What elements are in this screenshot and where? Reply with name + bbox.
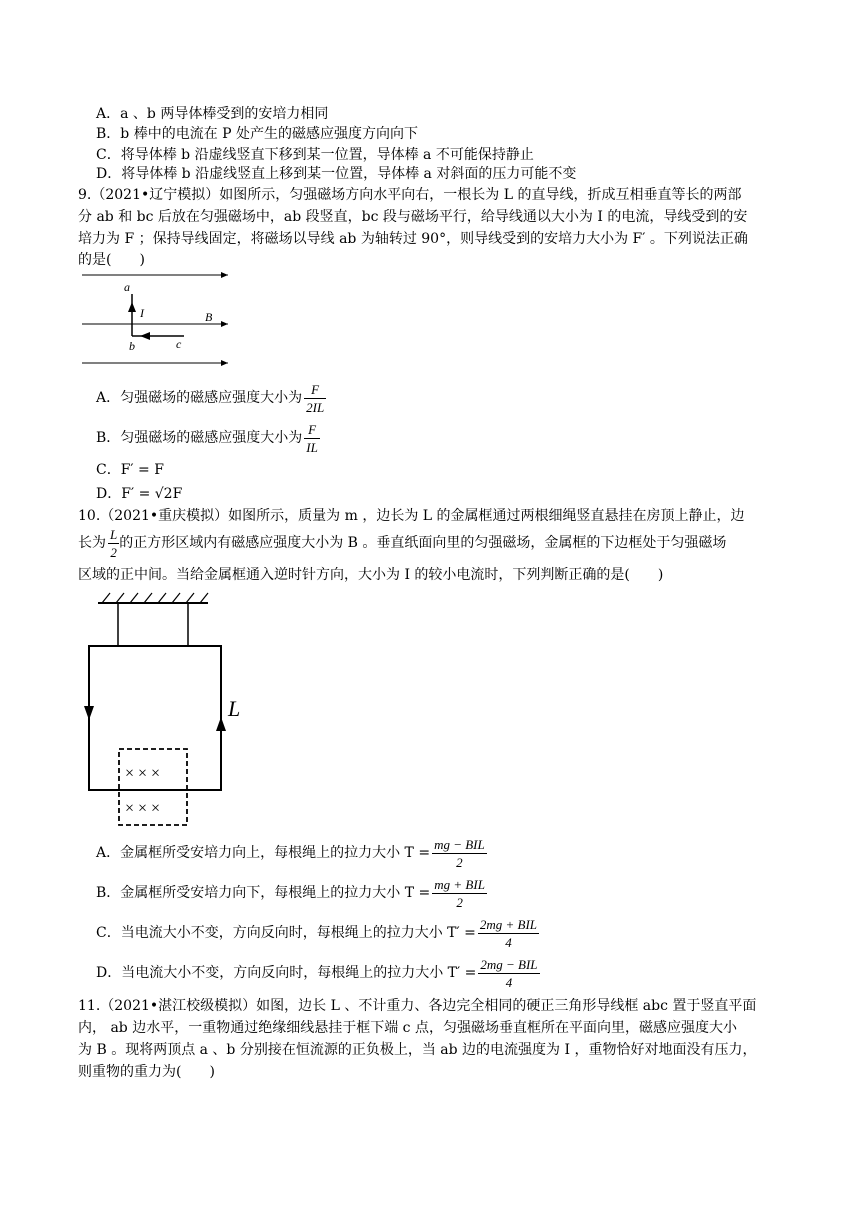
q9-option-d: D．F′ = √2F [96,486,183,502]
q10-option-d [96,954,540,992]
q10-option-c-text: C．当电流大小不变，方向反向时，每根绳上的拉力大小 T′ = [96,925,476,941]
field-crosses-row1: × × × [125,765,161,782]
q11-stem-line3: 为 B 。现将两顶点 a 、b 分别接在恒流源的正负极上，当 ab 边的电流强度为 I ，重物恰好对地面没有压力， [78,1042,757,1058]
q10-stem-line2 [78,524,726,562]
q10-stem-fraction-denominator: 2 [110,544,117,560]
label-c: c [176,337,182,351]
q10-stem-fraction [108,526,119,561]
q9-option-b-numerator: F [304,421,320,439]
q8-option-d: D．将导体棒 b 沿虚线竖直上移到某一位置，导体棒 a 对斜面的压力可能不变 [96,166,577,182]
q11-stem-line2: 内， ab 边水平，一重物通过绝缘细线悬挂于框下端 c 点，匀强磁场垂直框所在平面向里，磁感应强度大小 [78,1020,737,1036]
q9-stem-line2: 分 ab 和 bc 后放在匀强磁场中，ab 段竖直，bc 段与磁场平行，给导线通以大小为 I 的电流，导线受到的安 [78,209,748,225]
q10-option-b-numerator: mg + BIL [434,876,485,892]
q9-option-a [96,380,326,416]
q9-stem-line4: 的是( ) [78,252,145,268]
field-crosses-row2: × × × [125,800,161,817]
q9-option-b [96,420,320,456]
q10-option-c-denominator: 4 [505,934,512,950]
q9-option-a-fraction [304,381,326,416]
q9-option-b-text: B．匀强磁场的磁感应强度大小为 [96,430,303,446]
q8-option-a: A．a 、b 两导体棒受到的安培力相同 [96,106,329,122]
q10-option-d-denominator: 4 [505,974,513,990]
q10-option-c-fraction [478,916,539,951]
q9-option-a-numerator: F [304,381,326,399]
q9-option-c: C．F′ = F [96,462,164,478]
q10-option-d-fraction [478,956,539,991]
q10-option-a-fraction [432,836,487,871]
q9-option-a-text: A．匀强磁场的磁感应强度大小为 [96,390,303,406]
q9-option-b-denominator: IL [306,439,318,455]
label-a: a [124,280,130,294]
q10-option-a-numerator: mg − BIL [434,836,485,852]
q10-stem-line2-pre: 长为 [78,535,106,551]
current-arrow-bc [140,332,150,340]
q10-stem-fraction-numerator: L [110,526,118,542]
label-L: L [228,696,241,721]
q10-option-c [96,914,539,952]
q10-option-d-numerator: 2mg − BIL [480,956,538,972]
q10-option-a [96,834,487,872]
current-arrow-up [216,717,226,731]
q11-stem-line1: 11.（2021•湛江校级模拟）如图，边长 L 、不计重力、各边完全相同的硬正三角形导线框 abc 置于竖直平面 [78,998,757,1014]
q10-figure [80,588,260,830]
label-b: b [129,339,135,353]
q10-option-b-fraction [432,876,487,911]
q10-option-a-text: A．金属框所受安培力向上，每根绳上的拉力大小 T = [96,845,431,861]
q10-option-a-denominator: 2 [456,854,463,870]
q10-stem-line1: 10.（2021•重庆模拟）如图所示，质量为 m ，边长为 L 的金属框通过两根细绳竖直悬挂在房顶上静止，边 [78,508,745,524]
q10-option-b [96,874,487,912]
label-I: I [140,306,144,320]
q9-stem-line3: 培力为 F ；保持导线固定，将磁场以导线 ab 为轴转过 90°，则导线受到的安培力大小为 F′ 。下列说法正确 [78,231,748,247]
q8-option-c: C．将导体棒 b 沿虚线竖直下移到某一位置，导体棒 a 不可能保持静止 [96,147,534,163]
q10-option-c-numerator: 2mg + BIL [479,916,538,932]
ceiling-hatching [102,593,208,603]
q9-figure [80,266,240,366]
current-arrow-ab [128,302,136,312]
q10-stem-line2-post: 的正方形区域内有磁感应强度大小为 B 。垂直纸面向里的匀强磁场，金属框的下边框处于匀强磁场 [119,535,727,551]
label-B: B [205,310,213,324]
q10-option-b-text: B．金属框所受安培力向下，每根绳上的拉力大小 T = [96,885,431,901]
q10-option-d-text: D．当电流大小不变，方向反向时，每根绳上的拉力大小 T′ = [96,965,477,981]
q9-stem-line1: 9.（2021•辽宁模拟）如图所示，匀强磁场方向水平向右，一根长为 L 的直导线，折成互相垂直等长的两部 [78,187,742,203]
q11-stem-line4: 则重物的重力为( ) [78,1064,215,1080]
q10-stem-line3: 区域的正中间。当给金属框通入逆时针方向，大小为 I 的较小电流时，下列判断正确的是( ) [78,567,664,583]
q9-option-a-denominator: 2IL [306,399,325,415]
current-arrow-down [84,706,94,720]
q9-option-b-fraction [304,421,320,456]
q8-option-b: B．b 棒中的电流在 P 处产生的磁感应强度方向向下 [96,126,419,142]
q10-option-b-denominator: 2 [456,894,463,910]
